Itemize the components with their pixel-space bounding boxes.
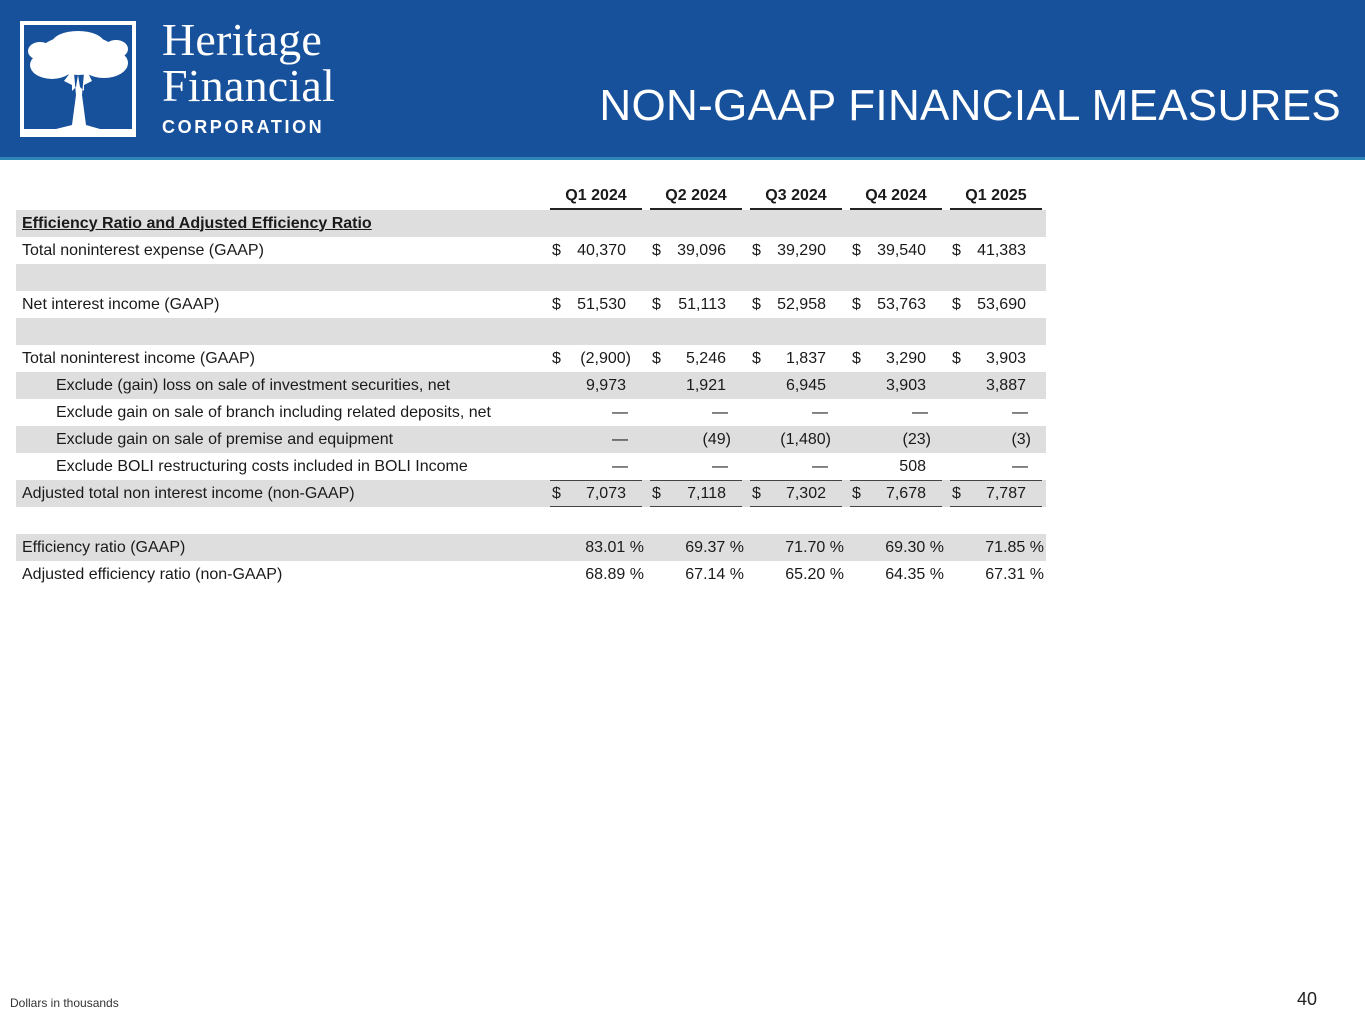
cell-value: (49): [702, 430, 731, 448]
cell-value: 53,690: [977, 295, 1026, 313]
currency-sign: $: [652, 349, 661, 367]
company-wordmark: [162, 14, 335, 138]
table-header-row: [16, 184, 1046, 210]
currency-sign: $: [952, 484, 961, 502]
currency-sign: $: [752, 241, 761, 259]
row-label: Exclude gain on sale of premise and equipment: [16, 426, 546, 453]
cell-value: —: [712, 457, 728, 475]
cell-value: —: [612, 403, 628, 421]
cell-value: 7,118: [687, 484, 726, 502]
cell-value: 1,921: [685, 376, 726, 394]
cell-value: 3,903: [985, 349, 1026, 367]
cell-value: 7,787: [985, 484, 1026, 502]
cell-value: 9,973: [585, 376, 626, 394]
section-heading-row: [16, 210, 1046, 237]
currency-sign: $: [852, 241, 861, 259]
cell-value: 5,246: [685, 349, 726, 367]
wordmark-line-2: Financial: [162, 60, 335, 111]
cell-value: 71.70 %: [746, 534, 846, 561]
currency-sign: $: [952, 241, 961, 259]
currency-sign: $: [752, 484, 761, 502]
cell-value: 7,073: [585, 484, 626, 502]
slide-title: NON-GAAP FINANCIAL MEASURES: [599, 81, 1341, 130]
cell-value: 39,540: [877, 241, 926, 259]
cell-value: 52,958: [777, 295, 826, 313]
table-row: [16, 237, 1046, 264]
row-label: Exclude BOLI restructuring costs included in BOLI Income: [56, 457, 468, 475]
cell-value: 3,903: [885, 376, 926, 394]
cell-value: 1,837: [785, 349, 826, 367]
cell-value: 67.14 %: [685, 565, 744, 583]
cell-value: —: [912, 403, 928, 421]
cell-value: 69.37 %: [646, 534, 746, 561]
currency-sign: $: [552, 484, 561, 502]
currency-sign: $: [952, 295, 961, 313]
column-header: Q3 2024: [746, 184, 846, 210]
column-header: Q1 2024: [546, 184, 646, 210]
row-label: Efficiency ratio (GAAP): [16, 534, 546, 561]
cell-value: 39,096: [677, 241, 726, 259]
cell-value: 51,530: [577, 295, 626, 313]
currency-sign: $: [852, 484, 861, 502]
header-label-cell: [16, 184, 546, 210]
row-label: Adjusted total non interest income (non-GAAP): [16, 480, 546, 507]
table-row: [16, 399, 1046, 426]
table-row: [16, 372, 1046, 399]
column-header: Q4 2024: [846, 184, 946, 210]
currency-sign: $: [552, 295, 561, 313]
section-title: Efficiency Ratio and Adjusted Efficiency Ratio: [16, 210, 546, 237]
cell-value: 7,678: [885, 484, 926, 502]
cell-value: 40,370: [577, 241, 626, 259]
spacer-row: [16, 507, 1046, 534]
cell-value: 67.31 %: [985, 565, 1044, 583]
cell-value: 53,763: [877, 295, 926, 313]
efficiency-ratio-table: [16, 184, 1046, 588]
currency-sign: $: [652, 295, 661, 313]
column-header: Q1 2025: [946, 184, 1046, 210]
cell-value: 39,290: [777, 241, 826, 259]
row-label: Adjusted efficiency ratio (non-GAAP): [22, 565, 283, 583]
cell-value: 65.20 %: [785, 565, 844, 583]
page-number: 40: [1297, 989, 1318, 1009]
slide-header: [0, 0, 1365, 160]
table-row: [16, 345, 1046, 372]
cell-value: (2,900): [580, 349, 631, 367]
row-label: Total noninterest income (GAAP): [22, 349, 255, 367]
cell-value: (3): [1011, 430, 1031, 448]
currency-sign: $: [852, 295, 861, 313]
cell-value: 3,887: [985, 376, 1026, 394]
currency-sign: $: [952, 349, 961, 367]
currency-sign: $: [652, 484, 661, 502]
table-row: [16, 453, 1046, 480]
cell-value: 7,302: [785, 484, 826, 502]
cell-value: —: [812, 457, 828, 475]
cell-value: 71.85 %: [946, 534, 1046, 561]
table-row: [16, 426, 1046, 453]
row-label: Exclude gain on sale of branch including related deposits, net: [56, 403, 491, 421]
spacer-row: [16, 318, 1046, 345]
cell-value: 508: [899, 457, 926, 475]
currency-sign: $: [752, 295, 761, 313]
cell-value: —: [612, 430, 628, 448]
tree-logo-icon: [20, 21, 136, 137]
currency-sign: $: [652, 241, 661, 259]
cell-value: —: [812, 403, 828, 421]
currency-sign: $: [552, 241, 561, 259]
row-label: Net interest income (GAAP): [22, 295, 220, 313]
table-row-total: [16, 480, 1046, 507]
spacer-row: [16, 264, 1046, 291]
cell-value: —: [1012, 457, 1028, 475]
cell-value: 64.35 %: [885, 565, 944, 583]
wordmark-line-1: Heritage: [162, 14, 322, 65]
cell-value: 3,290: [885, 349, 926, 367]
cell-value: (1,480): [780, 430, 831, 448]
cell-value: —: [612, 457, 628, 475]
column-header: Q2 2024: [646, 184, 746, 210]
currency-sign: $: [852, 349, 861, 367]
table-row: [16, 561, 1046, 588]
cell-value: —: [1012, 403, 1028, 421]
cell-value: 6,945: [785, 376, 826, 394]
row-label: Exclude (gain) loss on sale of investment securities, net: [16, 372, 546, 399]
wordmark-subtitle: CORPORATION: [162, 117, 325, 137]
cell-value: (23): [902, 430, 931, 448]
cell-value: 51,113: [678, 295, 726, 313]
row-label: Total noninterest expense (GAAP): [22, 241, 264, 259]
cell-value: 68.89 %: [585, 565, 644, 583]
currency-sign: $: [552, 349, 561, 367]
footnote: Dollars in thousands: [10, 996, 119, 1010]
table-row: [16, 291, 1046, 318]
cell-value: —: [712, 403, 728, 421]
currency-sign: $: [752, 349, 761, 367]
cell-value: 41,383: [977, 241, 1026, 259]
cell-value: 69.30 %: [846, 534, 946, 561]
table-row: [16, 534, 1046, 561]
cell-value: 83.01 %: [546, 534, 646, 561]
